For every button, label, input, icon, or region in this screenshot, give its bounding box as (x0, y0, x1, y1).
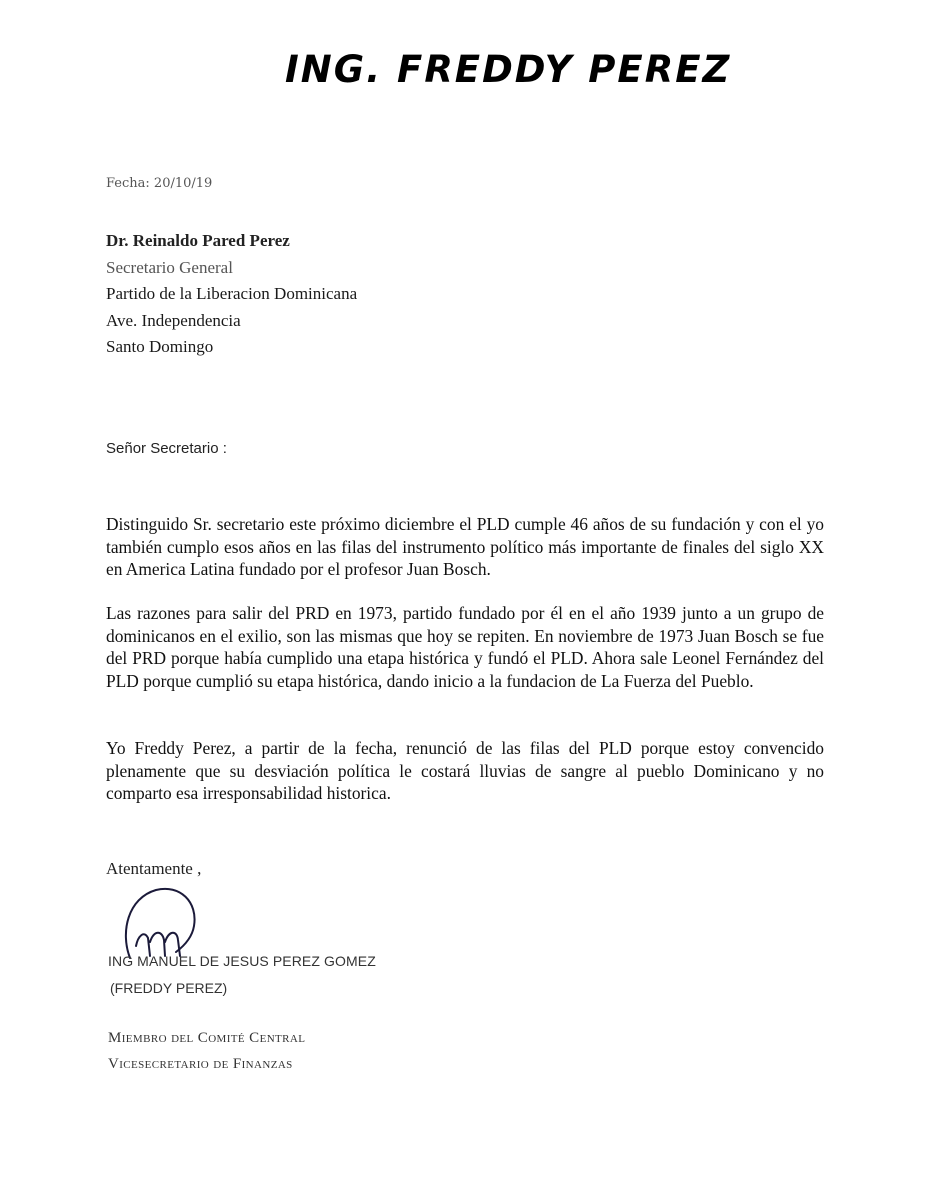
signatory-title-2: Vicesecretario de Finanzas (108, 1056, 293, 1072)
addressee-role: Secretario General (106, 257, 233, 277)
addressee-city: Santo Domingo (106, 337, 214, 356)
closing: Atentamente , (106, 859, 202, 878)
addressee-street: Ave. Independencia (106, 310, 241, 330)
letter-date: Fecha: 20/10/19 (106, 176, 213, 191)
body-paragraph-2: Las razones para salir del PRD en 1973, partido fundado por él en el año 1939 junto a un grupo de dominicanos en el exilio, son las mismas que hoy se repiten. En noviembre de 1973 Juan Bosch se fue del PRD porque había cumplido una etapa histórica y fundó el PLD. Ahora sale Leonel Fernández del PLD porque cumplió su etapa histórica, dando inicio a la fundacion de La Fuerza del Pueblo. (106, 603, 824, 691)
addressee-organization: Partido de la Liberacion Dominicana (106, 284, 358, 303)
signatory-name: ING MANUEL DE JESUS PEREZ GOMEZ (108, 953, 376, 969)
addressee-name: Dr. Reinaldo Pared Perez (106, 231, 290, 250)
addressee-block (106, 228, 357, 361)
letterhead-title: ING. FREDDY PEREZ (285, 48, 732, 91)
salutation: Señor Secretario : (106, 440, 227, 457)
body-paragraph-3: Yo Freddy Perez, a partir de la fecha, renunció de las filas del PLD porque estoy convencido plenamente que su desviación política le costará lluvias de sangre al pueblo Dominicano y no comparto esa irresponsabilidad historica. (106, 738, 824, 803)
signatory-title-1: Miembro del Comité Central (108, 1030, 306, 1046)
signatory-alias: (FREDDY PEREZ) (110, 980, 228, 996)
body-paragraph-1: Distinguido Sr. secretario este próximo diciembre el PLD cumple 46 años de su fundación y con el yo también cumplo esos años en las filas del instrumento político más importante de finales del siglo XX en America Latina fundado por el profesor Juan Bosch. (106, 514, 824, 579)
